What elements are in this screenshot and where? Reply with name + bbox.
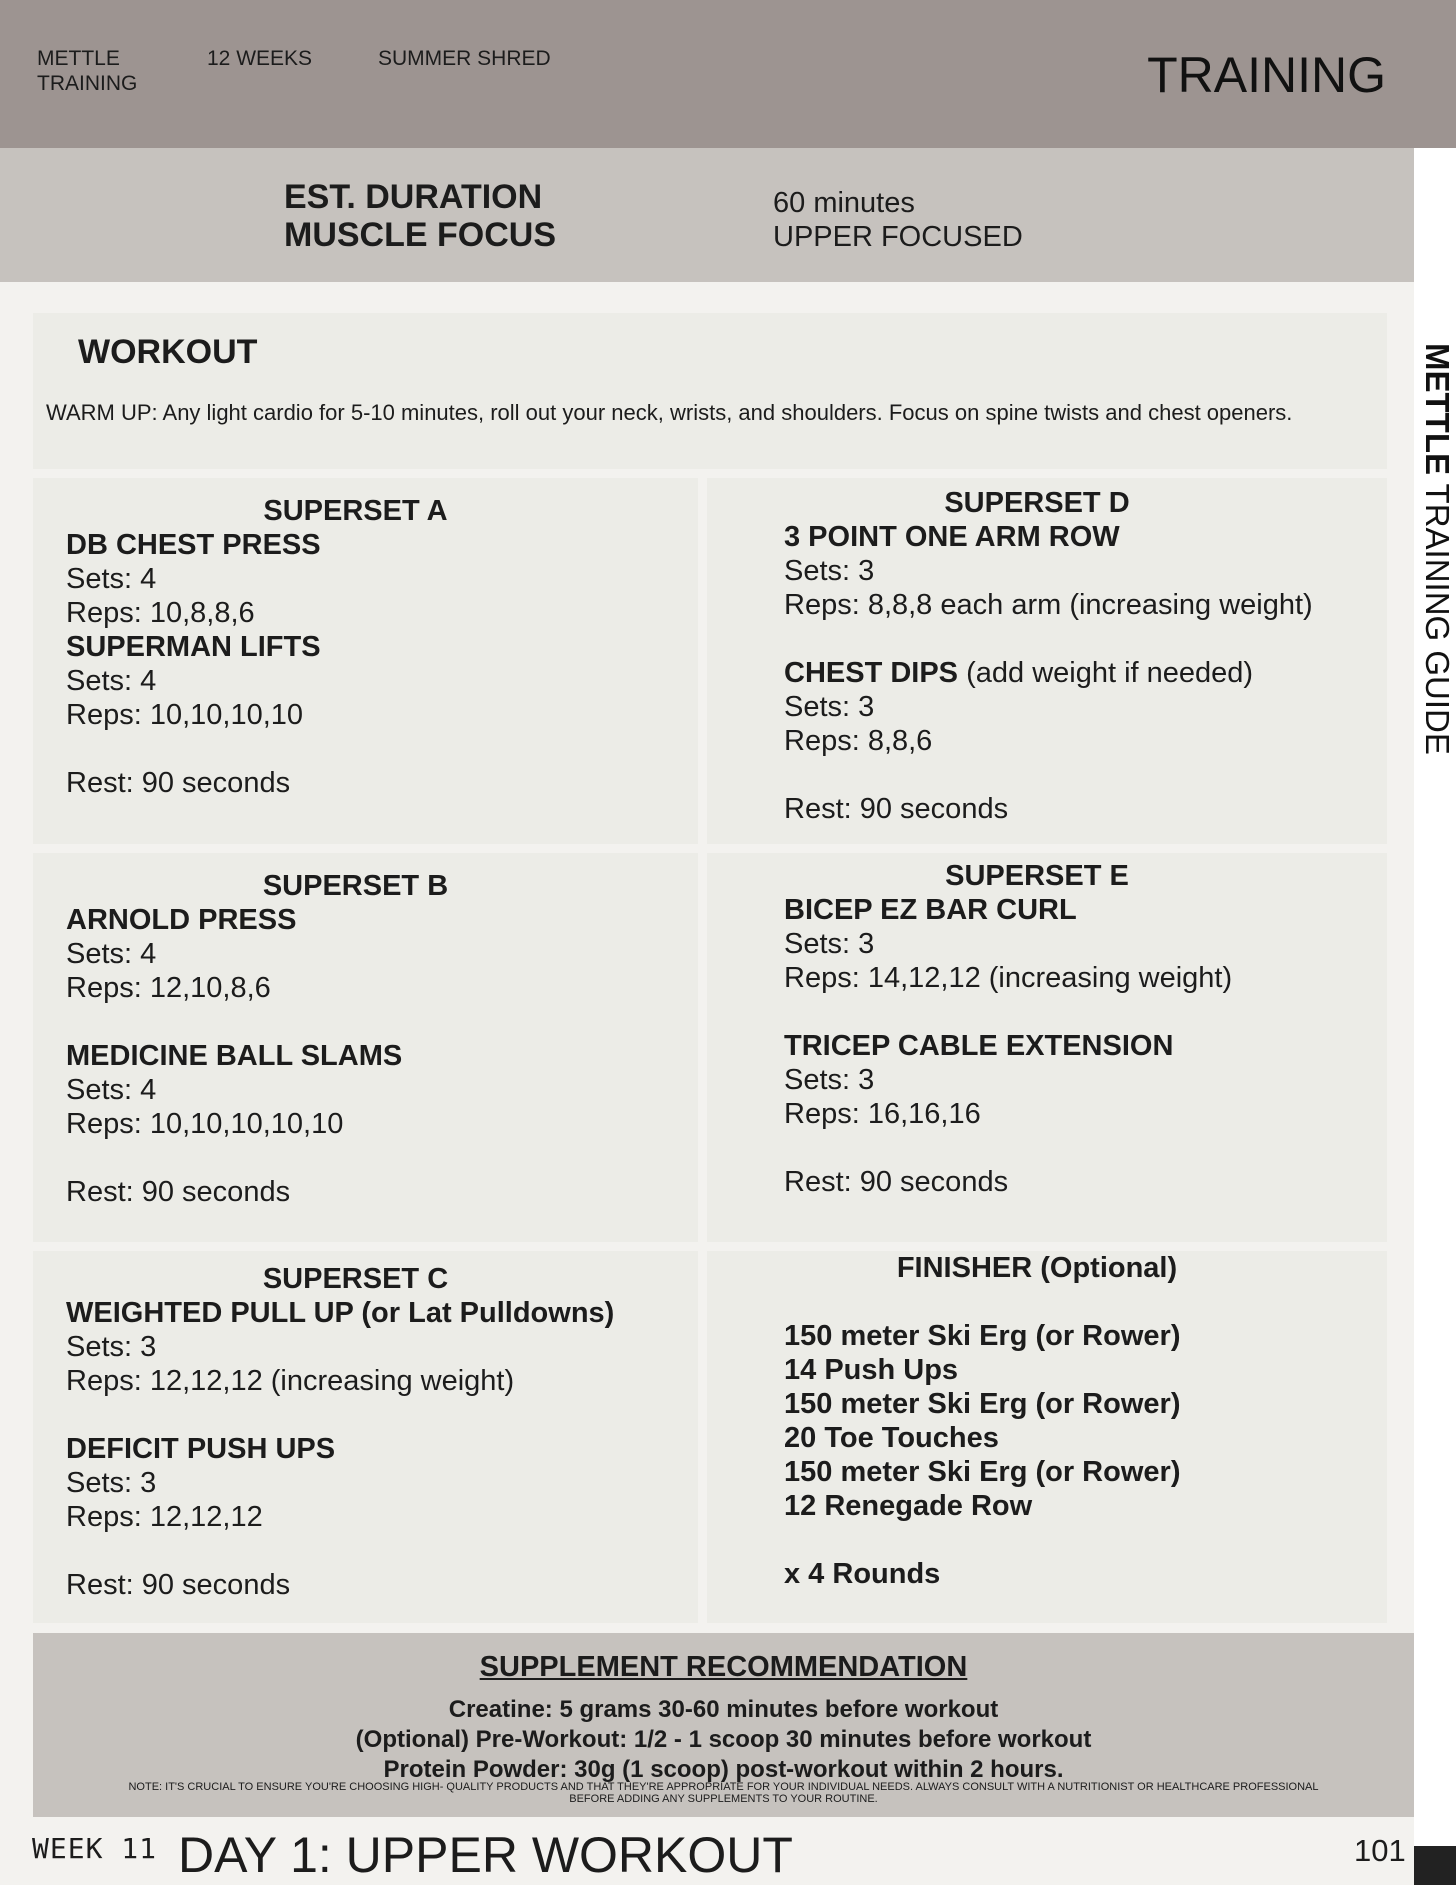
superset-title: SUPERSET E bbox=[945, 860, 1129, 892]
brand-label: METTLE TRAINING bbox=[37, 47, 138, 95]
finisher-item: 150 meter Ski Erg (or Rower) bbox=[784, 1320, 1181, 1352]
workout-title: WORKOUT bbox=[78, 333, 258, 371]
footer-week: WEEK 11 bbox=[32, 1832, 158, 1865]
spacer bbox=[66, 732, 678, 766]
rest-time: Rest: 90 seconds bbox=[66, 1569, 291, 1601]
finisher-item: 150 meter Ski Erg (or Rower) bbox=[784, 1388, 1181, 1420]
guide-title-rest: TRAINING GUIDE bbox=[1419, 474, 1456, 755]
exercise-name: SUPERMAN LIFTS bbox=[66, 631, 321, 663]
exercise-name: CHEST DIPS bbox=[784, 657, 959, 689]
superset-title: SUPERSET A bbox=[263, 495, 448, 527]
exercise-reps: Reps: 12,10,8,6 bbox=[66, 972, 271, 1004]
spacer bbox=[66, 1005, 678, 1039]
exercise-name: TRICEP CABLE EXTENSION bbox=[784, 1030, 1174, 1062]
exercise-name: 3 POINT ONE ARM ROW bbox=[784, 521, 1120, 553]
page-tab-marker bbox=[1414, 1846, 1456, 1885]
superset-title: SUPERSET C bbox=[262, 1263, 449, 1295]
spacer bbox=[66, 1398, 678, 1432]
program-label: SUMMER SHRED bbox=[378, 47, 551, 70]
finisher-item: 14 Push Ups bbox=[784, 1354, 959, 1386]
supplement-preworkout: (Optional) Pre-Workout: 1/2 - 1 scoop 30 minutes before workout bbox=[355, 1726, 1092, 1753]
finisher-item: 12 Renegade Row bbox=[784, 1490, 1033, 1522]
exercise-sets: Sets: 3 bbox=[784, 1064, 875, 1096]
focus-value: UPPER FOCUSED bbox=[773, 221, 1023, 253]
exercise-reps: Reps: 8,8,6 bbox=[784, 725, 933, 757]
exercise-sets: Sets: 3 bbox=[784, 555, 875, 587]
duration-value: 60 minutes bbox=[773, 187, 915, 219]
exercise-sets: Sets: 3 bbox=[784, 691, 875, 723]
supplement-note: NOTE: IT'S CRUCIAL TO ENSURE YOU'RE CHOOSING HIGH- QUALITY PRODUCTS AND THAT THEY'RE APPROPRIATE FOR YOUR INDIVIDUAL NEEDS. ALWAYS CONSULT WITH A NUTRITIONIST OR HEALTHCARE PROFESSIONAL BEFORE ADDING ANY SUPPLEMENTS TO YOUR ROUTINE. bbox=[128, 1781, 1319, 1805]
exercise-name: ARNOLD PRESS bbox=[66, 904, 297, 936]
guide-title bbox=[1416, 343, 1456, 755]
exercise-name: DEFICIT PUSH UPS bbox=[66, 1433, 336, 1465]
exercise-reps: Reps: 10,10,10,10,10 bbox=[66, 1108, 344, 1140]
superset-d-card bbox=[707, 478, 1387, 844]
info-bar bbox=[0, 148, 1414, 282]
section-title: TRAINING bbox=[1147, 47, 1386, 103]
supplement-box bbox=[33, 1633, 1414, 1817]
superset-b-card bbox=[33, 853, 698, 1242]
superset-c-card bbox=[33, 1251, 698, 1623]
exercise-sets: Sets: 4 bbox=[66, 1074, 157, 1106]
exercise-reps: Reps: 16,16,16 bbox=[784, 1098, 981, 1130]
spacer bbox=[784, 758, 1367, 792]
exercise-reps: Reps: 10,10,10,10 bbox=[66, 699, 304, 731]
exercise-name-with-note bbox=[784, 656, 1367, 690]
guide-title-bold: METTLE bbox=[1419, 343, 1456, 475]
warmup-text: WARM UP: Any light cardio for 5-10 minutes, roll out your neck, wrists, and shoulders. Focus on spine twists and chest openers. bbox=[46, 400, 1293, 425]
footer-day-title: DAY 1: UPPER WORKOUT bbox=[178, 1827, 793, 1883]
superset-a-card bbox=[33, 478, 698, 844]
exercise-name: MEDICINE BALL SLAMS bbox=[66, 1040, 403, 1072]
superset-title: SUPERSET B bbox=[262, 870, 449, 902]
supplement-protein: Protein Powder: 30g (1 scoop) post-workout within 2 hours. bbox=[383, 1756, 1064, 1783]
spacer bbox=[784, 622, 1367, 656]
finisher-rounds: x 4 Rounds bbox=[784, 1558, 941, 1590]
finisher-item: 20 Toe Touches bbox=[784, 1422, 999, 1454]
duration-label: EST. DURATION bbox=[284, 178, 543, 216]
spacer bbox=[784, 1131, 1367, 1165]
exercise-reps: Reps: 12,12,12 (increasing weight) bbox=[66, 1365, 515, 1397]
exercise-note: (add weight if needed) bbox=[958, 657, 1254, 689]
exercise-name: WEIGHTED PULL UP (or Lat Pulldowns) bbox=[66, 1297, 615, 1329]
spacer bbox=[784, 1285, 1367, 1319]
sidebar bbox=[1414, 148, 1456, 1885]
exercise-reps: Reps: 12,12,12 bbox=[66, 1501, 263, 1533]
exercise-sets: Sets: 3 bbox=[66, 1331, 157, 1363]
finisher-card bbox=[707, 1251, 1387, 1623]
rest-time: Rest: 90 seconds bbox=[66, 1176, 291, 1208]
spacer bbox=[66, 1534, 678, 1568]
info-labels bbox=[284, 178, 556, 254]
exercise-sets: Sets: 4 bbox=[66, 665, 157, 697]
weeks-label: 12 WEEKS bbox=[207, 47, 313, 70]
supplement-heading: SUPPLEMENT RECOMMENDATION bbox=[479, 1651, 968, 1683]
spacer bbox=[784, 995, 1367, 1029]
exercise-reps: Reps: 8,8,8 each arm (increasing weight) bbox=[784, 589, 1313, 621]
exercise-reps: Reps: 10,8,8,6 bbox=[66, 597, 255, 629]
exercise-sets: Sets: 4 bbox=[66, 938, 157, 970]
rest-time: Rest: 90 seconds bbox=[784, 793, 1009, 825]
page-number: 101 bbox=[1354, 1833, 1406, 1868]
finisher-title: FINISHER (Optional) bbox=[896, 1252, 1178, 1284]
finisher-item: 150 meter Ski Erg (or Rower) bbox=[784, 1456, 1181, 1488]
exercise-name: DB CHEST PRESS bbox=[66, 529, 321, 561]
header-bar bbox=[0, 0, 1456, 148]
exercise-name: BICEP EZ BAR CURL bbox=[784, 894, 1077, 926]
workout-section-header bbox=[33, 313, 1387, 469]
rest-time: Rest: 90 seconds bbox=[66, 767, 291, 799]
info-values bbox=[773, 186, 1023, 254]
spacer bbox=[66, 1141, 678, 1175]
rest-time: Rest: 90 seconds bbox=[784, 1166, 1009, 1198]
focus-label: MUSCLE FOCUS bbox=[284, 216, 556, 254]
superset-title: SUPERSET D bbox=[944, 487, 1130, 519]
superset-e-card bbox=[707, 853, 1387, 1242]
exercise-reps: Reps: 14,12,12 (increasing weight) bbox=[784, 962, 1233, 994]
exercise-sets: Sets: 4 bbox=[66, 563, 157, 595]
spacer bbox=[784, 1523, 1367, 1557]
exercise-sets: Sets: 3 bbox=[66, 1467, 157, 1499]
supplement-creatine: Creatine: 5 grams 30-60 minutes before workout bbox=[448, 1696, 999, 1723]
exercise-sets: Sets: 3 bbox=[784, 928, 875, 960]
